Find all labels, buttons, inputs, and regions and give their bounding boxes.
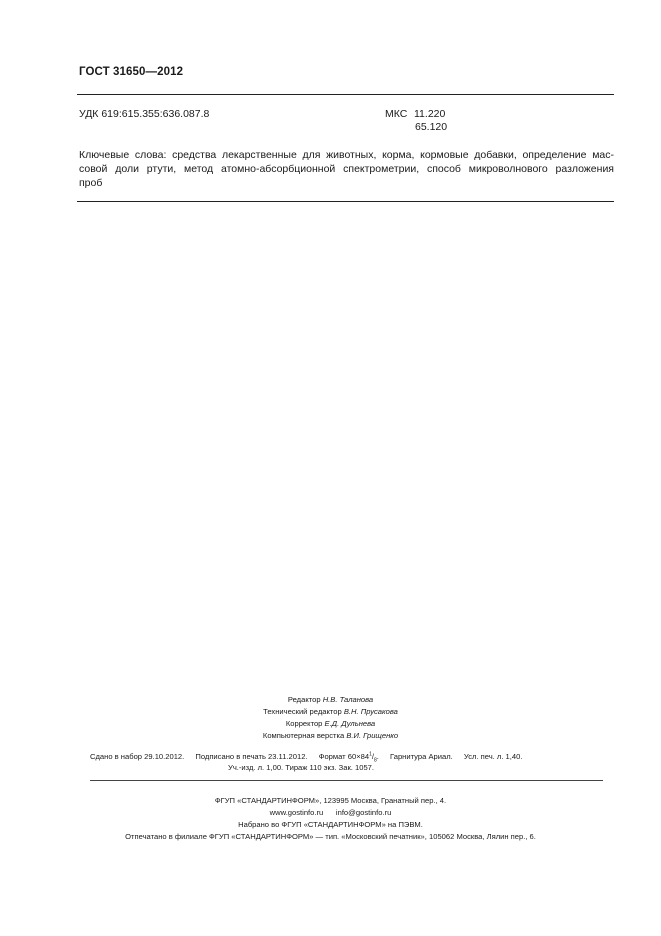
keywords-line: Ключевые слова: средства лекарственные для животных, корма, кормовые добавки, определение мас- xyxy=(79,149,614,161)
typeface: Гарнитура Ариал. xyxy=(390,751,453,761)
mks-label: МКС xyxy=(385,108,408,120)
credit-role: Редактор xyxy=(287,695,321,704)
keywords-line: совой доли ртути, метод атомно-абсорбционной спектрометрии, способ микроволнового разложения xyxy=(79,163,614,175)
publisher-sheets-row: Уч.-изд. л. 1,00. Тираж 110 экз. Зак. 1057. xyxy=(228,763,375,772)
credit-editor xyxy=(0,694,661,706)
credit-name: Н.В. Таланова xyxy=(322,695,374,704)
credit-corrector xyxy=(0,718,661,730)
submitted-date: Сдано в набор 29.10.2012. xyxy=(90,751,185,761)
credit-tech-editor xyxy=(0,706,661,718)
paper-format: Формат $60\times 84^1/_8$. xyxy=(318,751,379,764)
udk-code: УДК 619:615.355:636.087.8 xyxy=(79,108,210,120)
keywords-divider xyxy=(77,201,614,202)
mks-code: 11.220 xyxy=(414,108,446,120)
signed-date: Подписано в печать 23.11.2012. xyxy=(195,751,308,761)
header-divider xyxy=(77,94,614,95)
imprint-divider xyxy=(90,780,603,781)
keywords-paragraph xyxy=(79,148,614,190)
credit-role: Компьютерная верстка xyxy=(262,731,345,740)
document-code: ГОСТ 31650—2012 xyxy=(79,66,184,78)
printed-note: Отпечатано в филиале ФГУП «СТАНДАРТИНФОРМ» — тип. «Московский печатник», 105062 Москва, Лялин пер., 6. xyxy=(125,832,536,841)
mks-code: 65.120 xyxy=(415,121,448,133)
credit-name: В.Н. Прусакова xyxy=(343,707,398,716)
credit-role: Корректор xyxy=(285,719,323,728)
print-info-row xyxy=(90,751,610,763)
credit-layout xyxy=(0,730,661,742)
print-sheets: Усл. печ. л. 1,40. xyxy=(463,751,523,761)
publisher-contacts: www.gostinfo.ru info@gostinfo.ru xyxy=(269,808,392,817)
credit-name: Е.Д. Дульнева xyxy=(324,719,376,728)
credit-role: Технический редактор xyxy=(263,707,342,716)
publisher-address: ФГУП «СТАНДАРТИНФОРМ», 123995 Москва, Гранатный пер., 4. xyxy=(214,796,447,805)
keywords-line: проб xyxy=(79,177,103,189)
credit-name: В.И. Грищенко xyxy=(346,731,399,740)
typeset-note: Набрано во ФГУП «СТАНДАРТИНФОРМ» на ПЭВМ. xyxy=(238,820,423,829)
